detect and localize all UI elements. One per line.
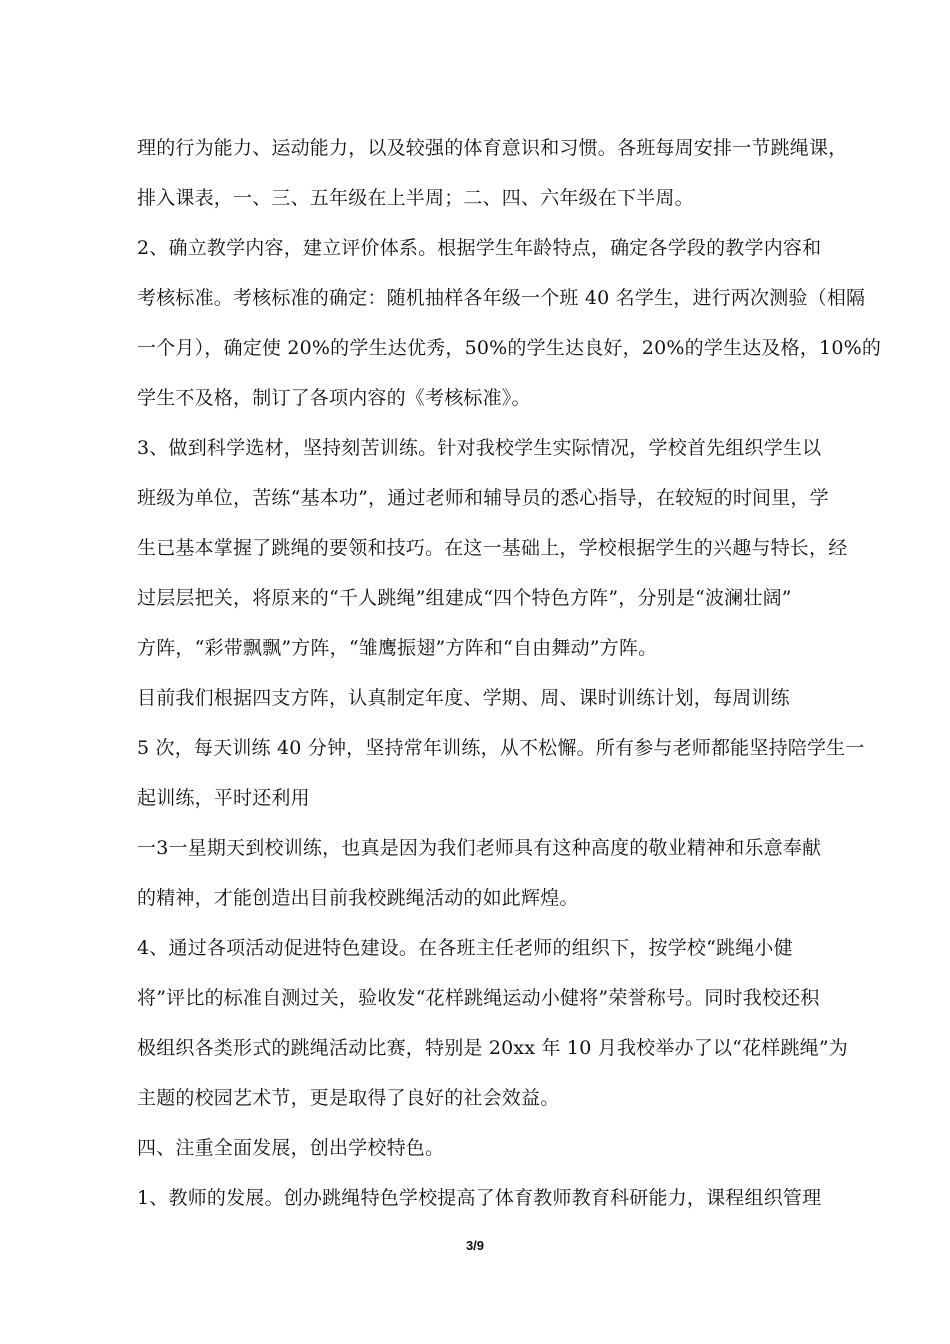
text-line: 5 次，每天训练 40 分钟，坚持常年训练，从不松懈。所有参与老师都能坚持陪学生一: [137, 737, 865, 759]
text-line: 极组织各类形式的跳绳活动比赛，特别是 20xx 年 10 月我校举办了以“花样跳绳”为: [137, 1037, 848, 1059]
text-line: 一个月），确定使 20%的学生达优秀，50%的学生达良好，20%的学生达及格，10%的: [137, 337, 882, 359]
text-line: 1、教师的发展。创办跳绳特色学校提高了体育教师教育科研能力，课程组织管理: [137, 1187, 822, 1209]
page-number: 3/9: [465, 1238, 485, 1253]
text-line: 排入课表，一、三、五年级在上半周；二、四、六年级在下半周。: [137, 187, 694, 209]
text-line: 过层层把关，将原来的“千人跳绳”组建成“四个特色方阵”，分别是“波澜壮阔”: [137, 587, 792, 609]
text-line: 生已基本掌握了跳绳的要领和技巧。在这一基础上，学校根据学生的兴趣与特长，经: [137, 537, 848, 559]
text-line: 的精神，才能创造出目前我校跳绳活动的如此辉煌。: [137, 887, 579, 909]
text-line: 方阵，“彩带飘飘”方阵，“雏鹰振翅”方阵和“自由舞动”方阵。: [137, 637, 658, 659]
text-line: 班级为单位，苦练“基本功”，通过老师和辅导员的悉心指导，在较短的时间里，学: [137, 487, 829, 509]
text-line: 考核标准。考核标准的确定：随机抽样各年级一个班 40 名学生，进行两次测验（相隔: [137, 287, 866, 309]
text-line: 目前我们根据四支方阵，认真制定年度、学期、周、课时训练计划，每周训练: [137, 687, 790, 709]
text-line: 起训练，平时还利用: [137, 787, 310, 809]
text-line: 4、通过各项活动促进特色建设。在各班主任老师的组织下，按学校“跳绳小健: [137, 937, 793, 959]
text-line: 将”评比的标准自测过关，验收发“花样跳绳运动小健将”荣誉称号。同时我校还积: [137, 987, 820, 1009]
text-line: 四、注重全面发展，创出学校特色。: [137, 1137, 445, 1159]
text-line: 一3一星期天到校训练，也真是因为我们老师具有这种高度的敬业精神和乐意奉献: [137, 837, 822, 859]
text-line: 理的行为能力、运动能力，以及较强的体育意识和习惯。各班每周安排一节跳绳课，: [137, 137, 848, 159]
text-line: 主题的校园艺术节，更是取得了良好的社会效益。: [137, 1087, 560, 1109]
text-line: 学生不及格，制订了各项内容的《考核标准》。: [137, 387, 531, 409]
text-line: 2、确立教学内容，建立评价体系。根据学生年龄特点，确定各学段的教学内容和: [137, 237, 822, 259]
text-line: 3、做到科学选材，坚持刻苦训练。针对我校学生实际情况，学校首先组织学生以: [137, 437, 822, 459]
